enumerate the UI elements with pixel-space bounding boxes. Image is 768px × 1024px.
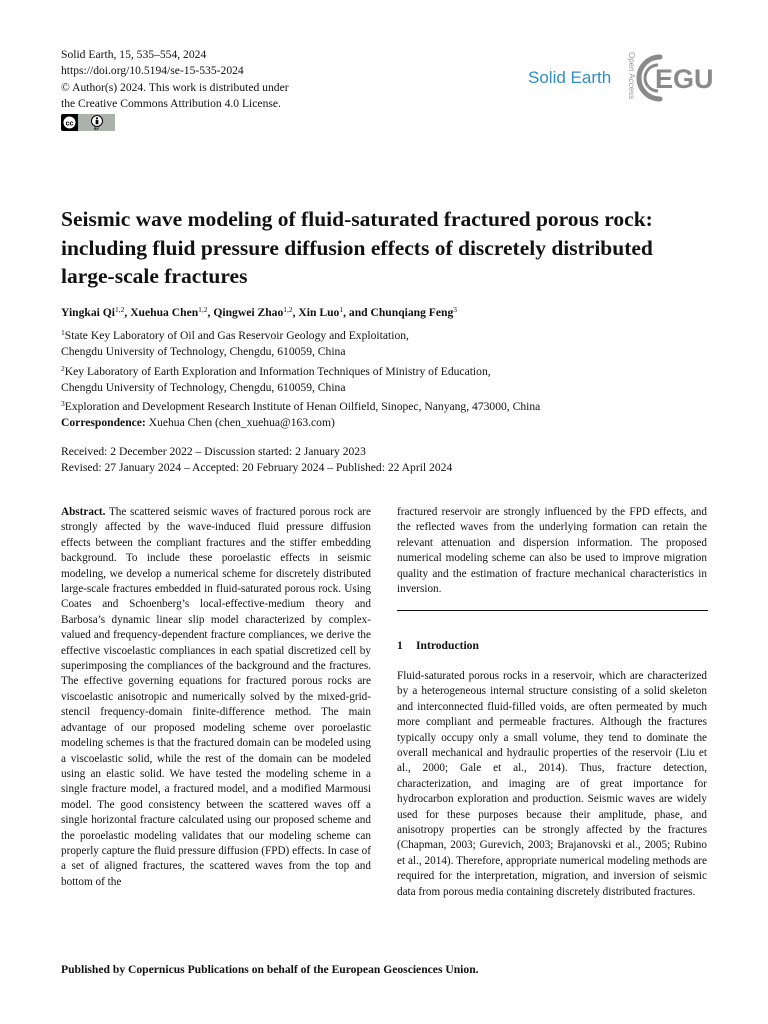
egu-logo[interactable]	[636, 52, 712, 104]
affiliation-3: $^3$Exploration and Development Research Institute of Henan Oilfield, Sinopec, Nanyang, 473000, China	[61, 399, 541, 414]
author-name: Xin Luo	[298, 306, 340, 319]
affiliation-1: $^1$State Key Laboratory of Oil and Gas Reservoir Geology and Exploitation,	[61, 328, 409, 342]
section-title: Introduction	[416, 639, 479, 652]
introduction-text: Fluid-saturated porous rocks in a reservoir, which are characterized by a heterogeneous internal structure consisting of a solid skeleton and interconnected fluid-filled voids, are often permeated by much more compliant and permeable fractures. Although the fractures typically occupy only a small volume, they tend to dominate the overall mechanical and hydraulic properties of the reservoir (Liu et al., 2000; Gale et al., 2014). Thus, fracture detection, characterization, and imaging are of great importance for hydrocarbon exploration and production. Seismic waves are widely used for these purposes because their amplitude, phase, and anisotropy properties can be strongly affected by the fractures (Chapman, 2003; Gurevich, 2003; Brajanovski et al., 2005; Rubino et al., 2014). Therefore, appropriate numerical modeling methods are required for the interpretation, migration, and inversion of seismic data from porous media containing discretely distributed fractures.	[397, 670, 707, 898]
cc-icon	[61, 114, 78, 131]
svg-text:cc: cc	[65, 120, 74, 128]
author-affiliation-marker: 1	[339, 305, 344, 314]
author-affiliation-marker: 3	[453, 305, 458, 314]
affiliation-2-line2: Chengdu University of Technology, Chengdu, 610059, China	[61, 380, 346, 394]
abstract	[61, 505, 371, 890]
affiliation-1-line2: Chengdu University of Technology, Chengdu, 610059, China	[61, 345, 346, 359]
correspondence-contact[interactable]: Xuehua Chen (chen_xuehua@163.com)	[145, 416, 335, 429]
cc-by-license-badge[interactable]	[61, 114, 115, 131]
journal-name[interactable]: Solid Earth	[528, 68, 612, 87]
abstract-label: Abstract.	[61, 506, 106, 518]
author-name: Qingwei Zhao	[213, 306, 284, 319]
correspondence	[61, 416, 335, 429]
svg-text:EGU: EGU	[655, 64, 714, 94]
author-name: Yingkai Qi	[61, 306, 116, 319]
dates-published: Revised: 27 January 2024 – Accepted: 20 February 2024 – Published: 22 April 2024	[61, 461, 453, 475]
publisher-footer: Published by Copernicus Publications on behalf of the European Geosciences Union.	[61, 963, 479, 976]
attribution-section	[78, 114, 115, 131]
article-title: Seismic wave modeling of fluid-saturated fractured porous rock: including fluid pressure diffusion effects of discretely distributed large-scale fractures	[61, 207, 653, 288]
affiliation-2: $^2$Key Laboratory of Earth Exploration and Information Techniques of Ministry of Education,	[61, 363, 491, 378]
journal-metadata	[61, 47, 289, 112]
publication-dates	[61, 444, 452, 477]
author-affiliation-marker: 1,2	[283, 305, 293, 314]
attribution-person-icon	[91, 115, 103, 127]
author-affiliation-marker: 1,2	[198, 305, 208, 314]
open-access-label	[620, 50, 636, 106]
section-number: 1	[397, 639, 403, 652]
cc-by-text: BY	[94, 126, 99, 131]
dates-received: Received: 2 December 2022 – Discussion started: 2 January 2023	[61, 445, 366, 458]
copyright-line: © Author(s) 2024. This work is distributed under	[61, 80, 289, 94]
abstract-text: The scattered seismic waves of fractured porous rock are strongly affected by the wave-induced fluid pressure diffusion effects between the compliant fractures and the stiffer embedding background. To include these poroelastic effects in seismic modeling, we develop a numerical scheme for discretely distributed large-scale fractures embedded in fluid-saturated porous rock. Using Coates and Schoenberg’s local-effective-medium theory and Barbosa’s dynamic linear slip model characterized by complex-valued and frequency-dependent fracture compliances, we derive the effective viscoelastic compliances in each spatial discretized cell by superimposing the compliances of the background and the fractures. The effective governing equations for fractured porous rocks are viscoelastic anisotropic and numerically solved by the mixed-grid-stencil frequency-domain finite-difference method. The main advantage of our proposed modeling scheme over poroelastic modeling schemes is that the fractured domain can be modeled using a viscoelastic solid, while the rest of the domain can be modeled using an elastic solid. We have tested the modeling scheme in a single fracture model, a fractured model, and a modified Marmousi model. The good consistency between the scattered waves off a single horizontal fracture calculated using our proposed scheme and the poroelastic modeling validates that our modeling scheme can properly capture the fluid pressure diffusion (FPD) effects. In case of a set of aligned fractures, the scattered waves from the top and bottom of the	[61, 506, 371, 888]
abstract-continuation: fractured reservoir are strongly influenced by the FPD effects, and the reflected waves from the underlying formation can retain the relevant attenuation and dispersion information. The proposed numerical modeling scheme can also be used to improve migration quality and the estimation of fracture mechanical characteristics in inversion.	[397, 506, 707, 596]
author-list: Yingkai Qi$^{1,2}$, Xuehua Chen$^{1,2}$, Qingwei Zhao$^{1,2}$, Xin Luo$^1$, and Chunqiang Feng$^3$	[61, 305, 458, 319]
section-divider	[397, 610, 708, 611]
section-heading-introduction	[397, 639, 479, 652]
author-name: Xuehua Chen	[130, 306, 199, 319]
author-name: Chunqiang Feng	[370, 306, 454, 319]
svg-text:Open Access: Open Access	[627, 52, 636, 100]
license-line: the Creative Commons Attribution 4.0 License.	[61, 96, 281, 110]
affiliations	[61, 325, 540, 415]
citation: Solid Earth, 15, 535–554, 2024	[61, 48, 207, 61]
correspondence-label: Correspondence:	[61, 416, 146, 429]
author-affiliation-marker: 1,2	[115, 305, 125, 314]
doi-link[interactable]: https://doi.org/10.5194/se-15-535-2024	[61, 64, 244, 78]
